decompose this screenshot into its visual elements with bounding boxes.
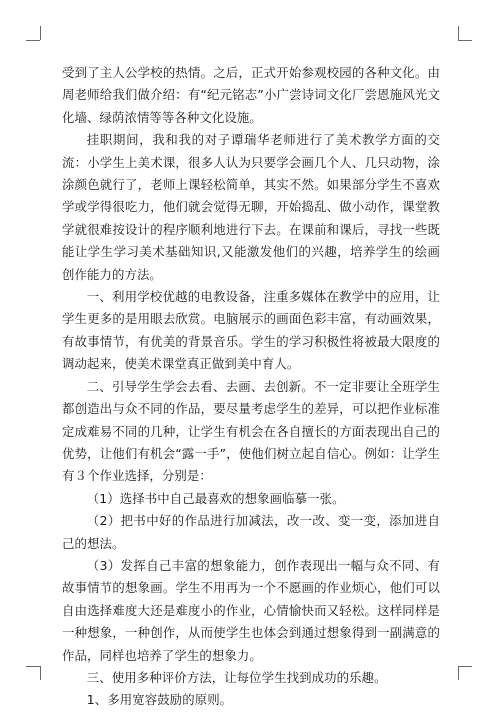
paragraph-9: 1、多用宽容鼓励的原则。 (86, 692, 233, 708)
crop-mark-top-right-h (458, 40, 472, 41)
paragraph-7: （3）发挥自己丰富的想象能力，创作表现出一幅与众不同、有故事情节的想象画。学生不用再为一个不愿画的作业烦心，他们可以自由选择难度大还是难度小的作业，心情愉快而又轻松。这样同样是一种想象，一种创作，从而使学生也体会到通过想象得到一副满意的作品，同样也培养了学生的想象力。 (62, 557, 440, 663)
crop-mark-top-left-v (40, 26, 41, 40)
crop-mark-top-left-h (26, 40, 40, 41)
document-body (62, 62, 440, 712)
paragraph-2: 挂职期间，我和我的对子谭瑞华老师进行了美术教学方面的交流：小学生上美术课，很多人认为只要学会画几个人、几只动物，涂涂颜色就行了，老师上课轻松简单，其实不然。如果部分学生不喜欢学或学得很吃力，他们就会觉得无聊，开始捣乱、做小动作，课堂教学就很难按设计的程序顺利地进行下去。在课前和课后，寻找一些既能让学生学习美术基础知识,又能激发他们的兴趣，培养学生的绘画创作能力的方法。 (62, 132, 440, 282)
paragraph-3: 一、利用学校优越的电教设备，注重多媒体在教学中的应用，让学生更多的是用眼去欣赏。电脑展示的画面色彩丰富，有动画效果，有故事情节，有优美的背景音乐。学生的学习积极性将被最大限度的调动起来，使美术课堂真正做到美中育人。 (62, 289, 440, 372)
paragraph-4: 二、引导学生学会去看、去画、去创新。不一定非要让全班学生都创造出与众不同的作品，要尽量考虑学生的差异，可以把作业标准定成难易不同的几种，让学生有机会在各自擅长的方面表现出自己的优势，让他们有机会“露一手”，使他们树立起自信心。例如：让学生有３个作业选择，分别是： (62, 378, 440, 484)
crop-mark-bottom-left-v (40, 666, 41, 680)
paragraph-6: （2）把书中好的作品进行加减法，改一改、变一变，添加进自己的想法。 (62, 513, 440, 551)
crop-mark-bottom-right-h (458, 666, 472, 667)
crop-mark-bottom-right-v (458, 666, 459, 680)
crop-mark-top-right-v (458, 26, 459, 40)
paragraph-5: （1）选择书中自己最喜欢的想象画临摹一张。 (86, 490, 345, 506)
crop-mark-bottom-left-h (26, 666, 40, 667)
paragraph-1: 受到了主人公学校的热情。之后，正式开始参观校园的各种文化。由周老师给我们做介绍：有“纪元铭志”小广尝诗词文化厂尝恩施风光文化墙、绿荫浓情等等各种文化设施。 (62, 65, 440, 125)
paragraph-8: 三、使用多种评价方法，让每位学生找到成功的乐趣。 (86, 669, 387, 685)
